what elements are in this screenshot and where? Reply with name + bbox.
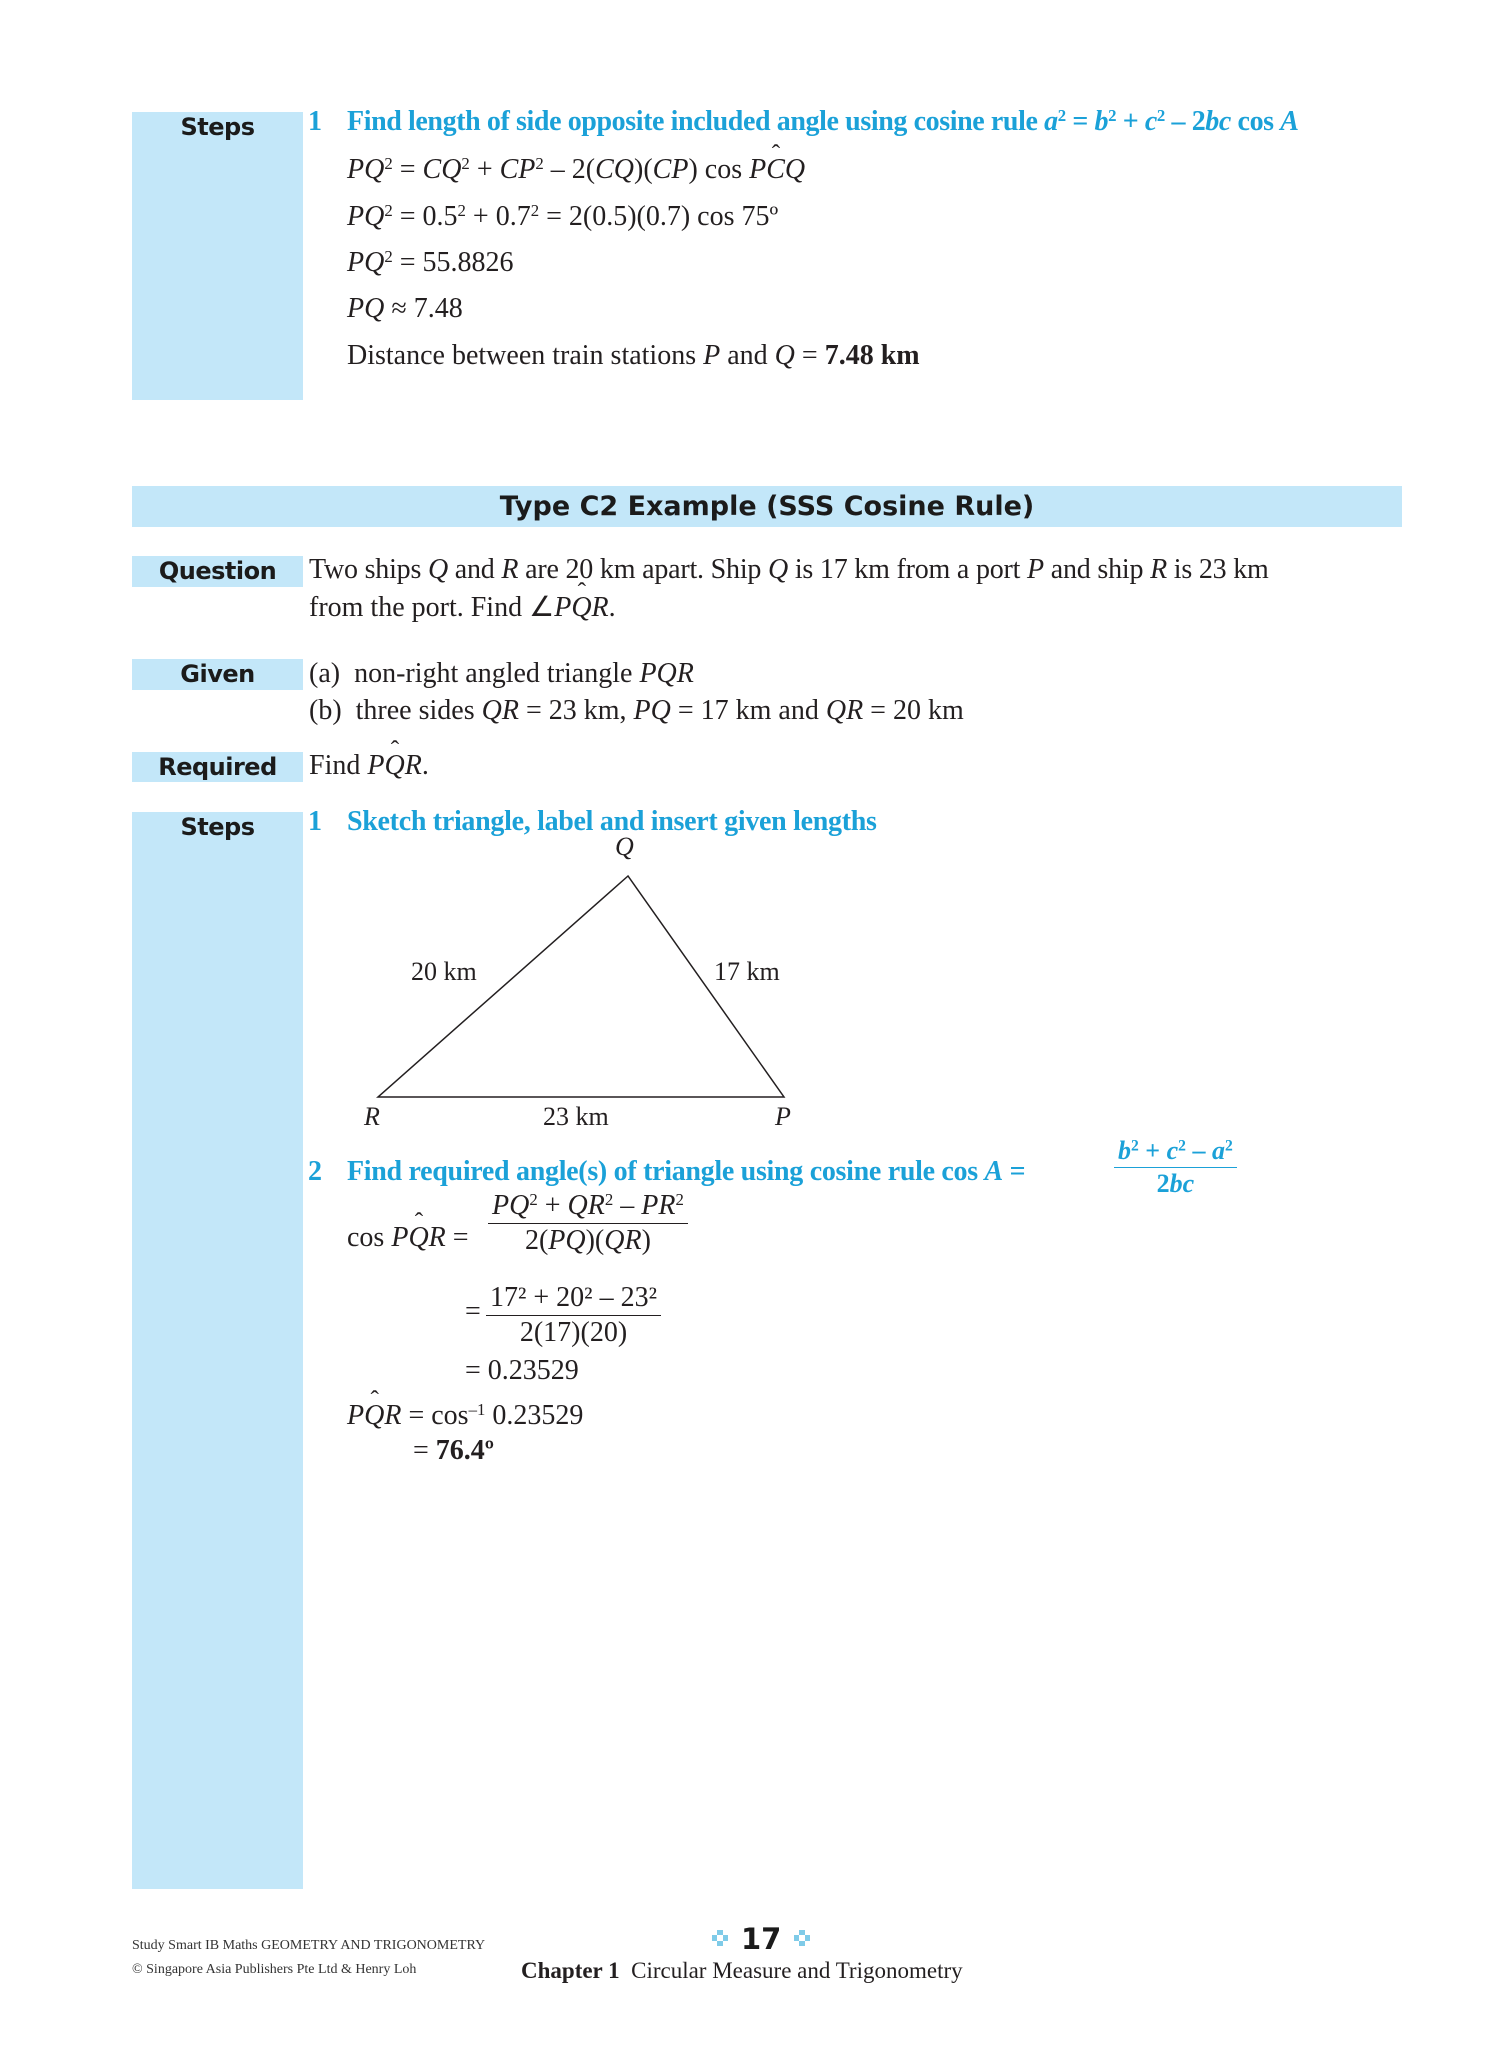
cos-pqr-lhs: cos Pˆ QR =: [347, 1224, 469, 1252]
side-rp-label: 23 km: [543, 1102, 609, 1131]
cosine-rule-denominator: 2bc: [1156, 1169, 1195, 1198]
step1-number: 1: [308, 106, 322, 137]
ex-step1-heading: Sketch triangle, label and insert given lengths: [347, 806, 877, 837]
step1-heading-text: Find length of side opposite included angle using cosine rule: [347, 106, 1038, 137]
result-value: 76.4º: [435, 1435, 495, 1466]
cosine-rule-numerator: $b^2 + c^2 - a^2$: [1114, 1138, 1237, 1168]
vertex-r-label: R: [364, 1102, 380, 1131]
required-label: Required: [158, 753, 277, 781]
fraction-1-numerator: $PQ^2 + QR^2 - PR^2$: [488, 1192, 688, 1224]
work-line-2: $PQ^2 = 0.5^2 + 0.7^2 = 2(0.5)(0.7)$ cos 75º: [347, 200, 779, 232]
triangle-pqr: [378, 876, 784, 1097]
fraction-2-denominator: 2(17)(20): [519, 1317, 628, 1348]
work-line-4: PQ ≈ 7.48: [347, 293, 463, 324]
cosine-rule-formula: $a^2 = b^2 + c^2 - 2bc$ cos A: [1044, 105, 1299, 137]
conclusion-value: 7.48 km: [824, 340, 920, 371]
vertex-p-label: P: [775, 1102, 791, 1131]
page-ornament-right-icon: [794, 1930, 810, 1946]
footer-copyright: © Singapore Asia Publishers Pte Ltd & Henry Loh: [132, 1962, 417, 1977]
equals-sign-2: =: [465, 1296, 481, 1327]
conclusion-line: Distance between train stations P and Q = 7.48 km: [347, 340, 920, 371]
question-line-1: Two ships Q and R are 20 km apart. Ship Q is 17 km from a port P and ship R is 23 km: [309, 554, 1269, 585]
given-item-a: (a) non-right angled triangle PQR: [309, 658, 694, 689]
question-label: Question: [158, 557, 277, 585]
given-label: Given: [180, 660, 255, 688]
work-line-3: $PQ^2 = 55.8826$: [347, 246, 514, 278]
question-line-2: from the port. Find ∠Pˆ QR.: [309, 594, 616, 622]
cos-value-line: = 0.23529: [465, 1355, 579, 1386]
steps2-label: Steps: [180, 813, 255, 841]
page-number: 17: [741, 1922, 782, 1956]
fraction-2-numerator: 17² + 20² – 23²: [486, 1284, 661, 1316]
example-title: Type C2 Example (SSS Cosine Rule): [132, 486, 1402, 527]
chapter-label: Chapter 1: [521, 1958, 620, 1983]
footer-book-title: Study Smart IB Maths GEOMETRY AND TRIGONOMETRY: [132, 1938, 486, 1953]
ex-step2-number: 2: [308, 1156, 322, 1187]
cosine-rule-fraction: [1114, 1138, 1237, 1197]
vertex-q-label: Q: [615, 832, 634, 861]
side-qp-label: 17 km: [714, 957, 780, 986]
ex-step1-number: 1: [308, 806, 322, 837]
side-qr-label: 20 km: [411, 957, 477, 986]
fraction-1-denominator: 2(PQ)(QR): [524, 1225, 651, 1256]
ex-step2-heading: Find required angle(s) of triangle using cosine rule cos A =: [347, 1156, 1026, 1187]
chapter-title: Circular Measure and Trigonometry: [631, 1958, 963, 1983]
work-line-1: $PQ^2 = CQ^2 + CP^2 - 2(CQ)(CP)$ cos Pˆ CQ: [347, 156, 805, 184]
steps-label: Steps: [180, 113, 255, 141]
footer-chapter: [521, 1958, 963, 1984]
required-text: Find Pˆ QR.: [309, 752, 429, 780]
fraction-1: [488, 1189, 688, 1256]
result-line: = 76.4º: [413, 1435, 495, 1466]
page-ornament-left-icon: [712, 1930, 728, 1946]
angle-line: Pˆ QR = $\cos^{-1} 0.23529$: [347, 1402, 583, 1430]
given-item-b: (b) three sides QR = 23 km, PQ = 17 km and QR = 20 km: [309, 695, 964, 726]
fraction-2: [486, 1284, 661, 1347]
